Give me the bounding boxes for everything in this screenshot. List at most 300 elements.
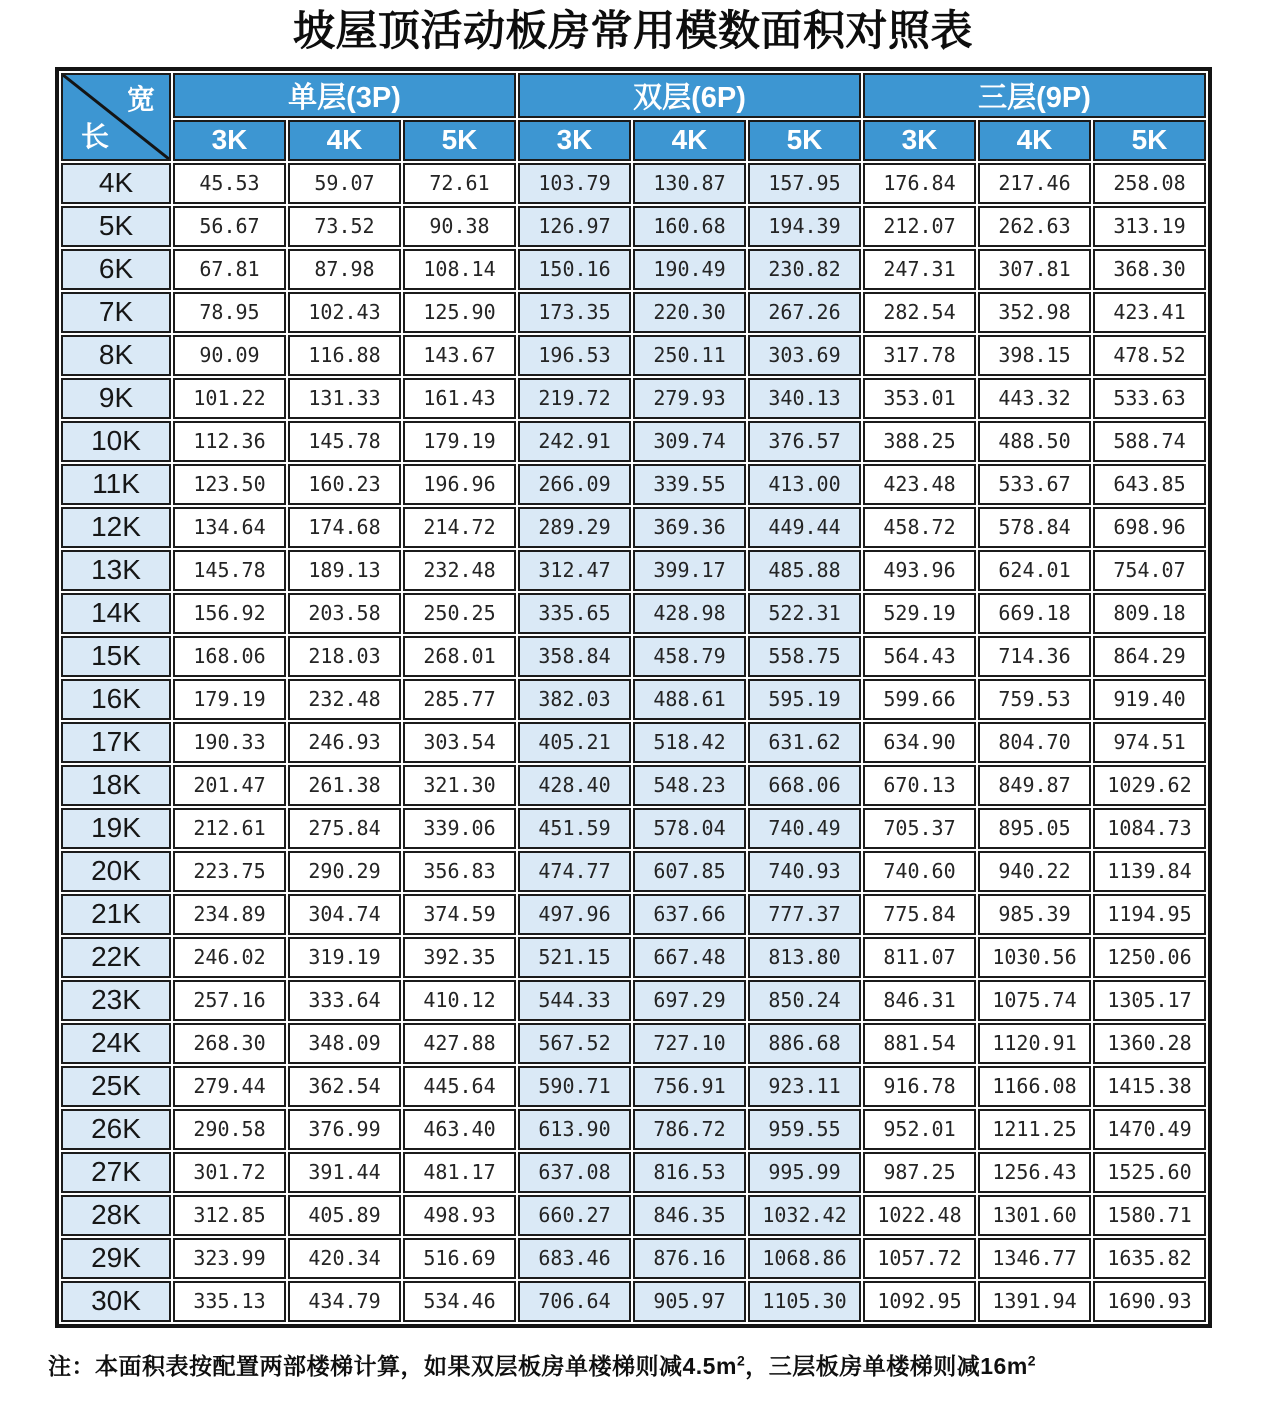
area-value-cell: 445.64 <box>403 1066 516 1107</box>
area-value-cell: 637.08 <box>518 1152 631 1193</box>
area-value-cell: 391.44 <box>288 1152 401 1193</box>
area-value-cell: 212.61 <box>173 808 286 849</box>
area-value-cell: 846.31 <box>863 980 976 1021</box>
area-value-cell: 683.46 <box>518 1238 631 1279</box>
area-value-cell: 201.47 <box>173 765 286 806</box>
area-value-cell: 247.31 <box>863 249 976 290</box>
area-value-cell: 756.91 <box>633 1066 746 1107</box>
footnote-sup-2: 2 <box>1027 1351 1037 1368</box>
corner-cell <box>61 73 171 161</box>
area-value-cell: 1022.48 <box>863 1195 976 1236</box>
area-value-cell: 493.96 <box>863 550 976 591</box>
area-value-cell: 72.61 <box>403 163 516 204</box>
area-value-cell: 173.35 <box>518 292 631 333</box>
group-header-row <box>61 73 1206 118</box>
area-value-cell: 45.53 <box>173 163 286 204</box>
row-length-label: 12K <box>61 507 171 548</box>
row-length-label: 16K <box>61 679 171 720</box>
area-value-cell: 558.75 <box>748 636 861 677</box>
area-value-cell: 1525.60 <box>1093 1152 1206 1193</box>
area-value-cell: 230.82 <box>748 249 861 290</box>
area-value-cell: 312.47 <box>518 550 631 591</box>
area-value-cell: 356.83 <box>403 851 516 892</box>
area-value-cell: 451.59 <box>518 808 631 849</box>
area-value-cell: 257.16 <box>173 980 286 1021</box>
area-value-cell: 290.58 <box>173 1109 286 1150</box>
area-value-cell: 667.48 <box>633 937 746 978</box>
area-value-cell: 705.37 <box>863 808 976 849</box>
row-length-label: 27K <box>61 1152 171 1193</box>
area-value-cell: 916.78 <box>863 1066 976 1107</box>
area-value-cell: 698.96 <box>1093 507 1206 548</box>
area-value-cell: 339.06 <box>403 808 516 849</box>
table-row <box>61 1152 1206 1193</box>
area-value-cell: 816.53 <box>633 1152 746 1193</box>
area-value-cell: 59.07 <box>288 163 401 204</box>
row-length-label: 15K <box>61 636 171 677</box>
area-value-cell: 268.30 <box>173 1023 286 1064</box>
area-value-cell: 388.25 <box>863 421 976 462</box>
area-value-cell: 987.25 <box>863 1152 976 1193</box>
area-value-cell: 544.33 <box>518 980 631 1021</box>
area-value-cell: 268.01 <box>403 636 516 677</box>
table-row <box>61 808 1206 849</box>
area-value-cell: 78.95 <box>173 292 286 333</box>
table-row <box>61 937 1206 978</box>
table-row <box>61 1109 1206 1150</box>
table-row <box>61 636 1206 677</box>
area-value-cell: 1211.25 <box>978 1109 1091 1150</box>
area-value-cell: 634.90 <box>863 722 976 763</box>
area-value-cell: 143.67 <box>403 335 516 376</box>
area-value-cell: 321.30 <box>403 765 516 806</box>
area-value-cell: 974.51 <box>1093 722 1206 763</box>
area-value-cell: 134.64 <box>173 507 286 548</box>
row-length-label: 14K <box>61 593 171 634</box>
col-header-5k: 5K <box>1093 120 1206 161</box>
table-row <box>61 292 1206 333</box>
area-value-cell: 474.77 <box>518 851 631 892</box>
col-header-3k: 3K <box>863 120 976 161</box>
area-value-cell: 405.21 <box>518 722 631 763</box>
area-value-cell: 309.74 <box>633 421 746 462</box>
area-value-cell: 1030.56 <box>978 937 1091 978</box>
area-value-cell: 458.72 <box>863 507 976 548</box>
table-row <box>61 378 1206 419</box>
area-value-cell: 1301.60 <box>978 1195 1091 1236</box>
area-value-cell: 670.13 <box>863 765 976 806</box>
area-value-cell: 567.52 <box>518 1023 631 1064</box>
table-row <box>61 1066 1206 1107</box>
row-length-label: 10K <box>61 421 171 462</box>
area-value-cell: 631.62 <box>748 722 861 763</box>
area-value-cell: 123.50 <box>173 464 286 505</box>
row-length-label: 17K <box>61 722 171 763</box>
area-value-cell: 697.29 <box>633 980 746 1021</box>
group-header-triple-storey: 三层(9P) <box>863 73 1206 118</box>
area-value-cell: 428.40 <box>518 765 631 806</box>
area-value-cell: 261.38 <box>288 765 401 806</box>
area-value-cell: 116.88 <box>288 335 401 376</box>
area-value-cell: 232.48 <box>288 679 401 720</box>
area-value-cell: 190.49 <box>633 249 746 290</box>
area-comparison-table <box>59 71 1208 1324</box>
area-value-cell: 90.09 <box>173 335 286 376</box>
area-value-cell: 258.08 <box>1093 163 1206 204</box>
row-length-label: 18K <box>61 765 171 806</box>
area-value-cell: 90.38 <box>403 206 516 247</box>
area-value-cell: 303.54 <box>403 722 516 763</box>
area-value-cell: 449.44 <box>748 507 861 548</box>
area-value-cell: 959.55 <box>748 1109 861 1150</box>
area-value-cell: 131.33 <box>288 378 401 419</box>
footnote-sup-1: 2 <box>736 1351 746 1368</box>
area-value-cell: 368.30 <box>1093 249 1206 290</box>
area-value-cell: 219.72 <box>518 378 631 419</box>
area-value-cell: 392.35 <box>403 937 516 978</box>
area-value-cell: 669.18 <box>978 593 1091 634</box>
area-value-cell: 1391.94 <box>978 1281 1091 1322</box>
area-value-cell: 516.69 <box>403 1238 516 1279</box>
area-value-cell: 290.29 <box>288 851 401 892</box>
area-value-cell: 1068.86 <box>748 1238 861 1279</box>
area-value-cell: 740.60 <box>863 851 976 892</box>
area-value-cell: 102.43 <box>288 292 401 333</box>
table-row <box>61 722 1206 763</box>
area-value-cell: 613.90 <box>518 1109 631 1150</box>
table-row <box>61 894 1206 935</box>
table-row <box>61 980 1206 1021</box>
table-row <box>61 851 1206 892</box>
row-length-label: 4K <box>61 163 171 204</box>
area-value-cell: 1635.82 <box>1093 1238 1206 1279</box>
area-value-cell: 1075.74 <box>978 980 1091 1021</box>
area-value-cell: 275.84 <box>288 808 401 849</box>
area-value-cell: 886.68 <box>748 1023 861 1064</box>
area-value-cell: 303.69 <box>748 335 861 376</box>
group-header-double-storey: 双层(6P) <box>518 73 861 118</box>
area-value-cell: 289.29 <box>518 507 631 548</box>
area-value-cell: 923.11 <box>748 1066 861 1107</box>
area-value-cell: 369.36 <box>633 507 746 548</box>
area-value-cell: 595.19 <box>748 679 861 720</box>
area-value-cell: 279.44 <box>173 1066 286 1107</box>
table-row <box>61 679 1206 720</box>
row-length-label: 28K <box>61 1195 171 1236</box>
area-value-cell: 339.55 <box>633 464 746 505</box>
area-value-cell: 777.37 <box>748 894 861 935</box>
area-value-cell: 160.23 <box>288 464 401 505</box>
area-value-cell: 196.53 <box>518 335 631 376</box>
area-value-cell: 323.99 <box>173 1238 286 1279</box>
area-table-frame <box>55 67 1212 1328</box>
area-value-cell: 56.67 <box>173 206 286 247</box>
area-value-cell: 1470.49 <box>1093 1109 1206 1150</box>
area-value-cell: 157.95 <box>748 163 861 204</box>
row-length-label: 8K <box>61 335 171 376</box>
area-value-cell: 458.79 <box>633 636 746 677</box>
table-row <box>61 1023 1206 1064</box>
area-value-cell: 203.58 <box>288 593 401 634</box>
area-value-cell: 353.01 <box>863 378 976 419</box>
area-value-cell: 423.48 <box>863 464 976 505</box>
row-length-label: 7K <box>61 292 171 333</box>
area-value-cell: 312.85 <box>173 1195 286 1236</box>
area-value-cell: 488.61 <box>633 679 746 720</box>
area-value-cell: 313.19 <box>1093 206 1206 247</box>
area-value-cell: 876.16 <box>633 1238 746 1279</box>
col-header-5k: 5K <box>403 120 516 161</box>
area-value-cell: 348.09 <box>288 1023 401 1064</box>
footnote <box>48 1348 1266 1381</box>
table-body <box>61 163 1206 1322</box>
row-length-label: 30K <box>61 1281 171 1322</box>
area-value-cell: 1346.77 <box>978 1238 1091 1279</box>
area-value-cell: 1120.91 <box>978 1023 1091 1064</box>
area-value-cell: 498.93 <box>403 1195 516 1236</box>
area-value-cell: 488.50 <box>978 421 1091 462</box>
k-header-row <box>61 120 1206 161</box>
area-value-cell: 125.90 <box>403 292 516 333</box>
area-value-cell: 73.52 <box>288 206 401 247</box>
area-value-cell: 214.72 <box>403 507 516 548</box>
area-value-cell: 1256.43 <box>978 1152 1091 1193</box>
area-value-cell: 1166.08 <box>978 1066 1091 1107</box>
area-value-cell: 533.63 <box>1093 378 1206 419</box>
area-value-cell: 529.19 <box>863 593 976 634</box>
row-length-label: 23K <box>61 980 171 1021</box>
area-value-cell: 533.67 <box>978 464 1091 505</box>
row-length-label: 9K <box>61 378 171 419</box>
area-value-cell: 1305.17 <box>1093 980 1206 1021</box>
area-value-cell: 156.92 <box>173 593 286 634</box>
area-value-cell: 279.93 <box>633 378 746 419</box>
area-value-cell: 518.42 <box>633 722 746 763</box>
area-value-cell: 895.05 <box>978 808 1091 849</box>
row-length-label: 21K <box>61 894 171 935</box>
area-value-cell: 410.12 <box>403 980 516 1021</box>
row-length-label: 6K <box>61 249 171 290</box>
row-length-label: 26K <box>61 1109 171 1150</box>
area-value-cell: 534.46 <box>403 1281 516 1322</box>
area-value-cell: 846.35 <box>633 1195 746 1236</box>
row-length-label: 29K <box>61 1238 171 1279</box>
page-title: 坡屋顶活动板房常用模数面积对照表 <box>292 7 973 54</box>
area-value-cell: 282.54 <box>863 292 976 333</box>
area-value-cell: 485.88 <box>748 550 861 591</box>
area-value-cell: 481.17 <box>403 1152 516 1193</box>
area-value-cell: 103.79 <box>518 163 631 204</box>
area-value-cell: 352.98 <box>978 292 1091 333</box>
area-value-cell: 809.18 <box>1093 593 1206 634</box>
area-value-cell: 212.07 <box>863 206 976 247</box>
area-value-cell: 1415.38 <box>1093 1066 1206 1107</box>
group-header-single-storey: 单层(3P) <box>173 73 516 118</box>
corner-length-label: 长 <box>81 120 110 152</box>
area-value-cell: 398.15 <box>978 335 1091 376</box>
area-value-cell: 1032.42 <box>748 1195 861 1236</box>
area-value-cell: 637.66 <box>633 894 746 935</box>
area-value-cell: 1139.84 <box>1093 851 1206 892</box>
area-value-cell: 643.85 <box>1093 464 1206 505</box>
area-value-cell: 1360.28 <box>1093 1023 1206 1064</box>
area-value-cell: 952.01 <box>863 1109 976 1150</box>
area-value-cell: 304.74 <box>288 894 401 935</box>
area-value-cell: 478.52 <box>1093 335 1206 376</box>
col-header-3k: 3K <box>173 120 286 161</box>
area-value-cell: 754.07 <box>1093 550 1206 591</box>
area-value-cell: 234.89 <box>173 894 286 935</box>
area-value-cell: 578.04 <box>633 808 746 849</box>
area-value-cell: 266.09 <box>518 464 631 505</box>
area-value-cell: 218.03 <box>288 636 401 677</box>
table-row <box>61 507 1206 548</box>
area-value-cell: 985.39 <box>978 894 1091 935</box>
row-length-label: 24K <box>61 1023 171 1064</box>
area-value-cell: 463.40 <box>403 1109 516 1150</box>
area-value-cell: 335.13 <box>173 1281 286 1322</box>
table-row <box>61 593 1206 634</box>
row-length-label: 19K <box>61 808 171 849</box>
area-value-cell: 1105.30 <box>748 1281 861 1322</box>
area-value-cell: 849.87 <box>978 765 1091 806</box>
table-row <box>61 1238 1206 1279</box>
corner-width-label: 宽 <box>126 83 155 115</box>
area-value-cell: 740.93 <box>748 851 861 892</box>
area-value-cell: 242.91 <box>518 421 631 462</box>
area-value-cell: 179.19 <box>403 421 516 462</box>
col-header-3k: 3K <box>518 120 631 161</box>
area-value-cell: 335.65 <box>518 593 631 634</box>
col-header-4k: 4K <box>978 120 1091 161</box>
area-value-cell: 706.64 <box>518 1281 631 1322</box>
area-value-cell: 319.19 <box>288 937 401 978</box>
area-value-cell: 995.99 <box>748 1152 861 1193</box>
area-value-cell: 267.26 <box>748 292 861 333</box>
area-value-cell: 607.85 <box>633 851 746 892</box>
area-value-cell: 362.54 <box>288 1066 401 1107</box>
area-value-cell: 161.43 <box>403 378 516 419</box>
area-value-cell: 301.72 <box>173 1152 286 1193</box>
area-value-cell: 108.14 <box>403 249 516 290</box>
area-value-cell: 376.57 <box>748 421 861 462</box>
area-value-cell: 374.59 <box>403 894 516 935</box>
area-value-cell: 881.54 <box>863 1023 976 1064</box>
row-length-label: 13K <box>61 550 171 591</box>
area-value-cell: 522.31 <box>748 593 861 634</box>
table-row <box>61 550 1206 591</box>
area-value-cell: 740.49 <box>748 808 861 849</box>
table-row <box>61 464 1206 505</box>
area-value-cell: 190.33 <box>173 722 286 763</box>
row-length-label: 25K <box>61 1066 171 1107</box>
area-value-cell: 660.27 <box>518 1195 631 1236</box>
table-row <box>61 765 1206 806</box>
area-value-cell: 405.89 <box>288 1195 401 1236</box>
area-value-cell: 101.22 <box>173 378 286 419</box>
area-value-cell: 126.97 <box>518 206 631 247</box>
area-value-cell: 1057.72 <box>863 1238 976 1279</box>
area-value-cell: 727.10 <box>633 1023 746 1064</box>
area-value-cell: 811.07 <box>863 937 976 978</box>
col-header-5k: 5K <box>748 120 861 161</box>
table-row <box>61 163 1206 204</box>
area-value-cell: 246.02 <box>173 937 286 978</box>
area-value-cell: 160.68 <box>633 206 746 247</box>
area-value-cell: 588.74 <box>1093 421 1206 462</box>
area-value-cell: 376.99 <box>288 1109 401 1150</box>
table-row <box>61 335 1206 376</box>
area-value-cell: 443.32 <box>978 378 1091 419</box>
area-value-cell: 220.30 <box>633 292 746 333</box>
area-value-cell: 285.77 <box>403 679 516 720</box>
area-value-cell: 919.40 <box>1093 679 1206 720</box>
area-value-cell: 850.24 <box>748 980 861 1021</box>
area-value-cell: 1084.73 <box>1093 808 1206 849</box>
area-value-cell: 150.16 <box>518 249 631 290</box>
area-value-cell: 340.13 <box>748 378 861 419</box>
table-row <box>61 1195 1206 1236</box>
area-value-cell: 521.15 <box>518 937 631 978</box>
area-value-cell: 864.29 <box>1093 636 1206 677</box>
area-value-cell: 67.81 <box>173 249 286 290</box>
row-length-label: 5K <box>61 206 171 247</box>
area-value-cell: 940.22 <box>978 851 1091 892</box>
area-value-cell: 87.98 <box>288 249 401 290</box>
area-value-cell: 250.11 <box>633 335 746 376</box>
area-value-cell: 578.84 <box>978 507 1091 548</box>
table-row <box>61 421 1206 462</box>
area-value-cell: 176.84 <box>863 163 976 204</box>
table-row <box>61 249 1206 290</box>
area-value-cell: 590.71 <box>518 1066 631 1107</box>
col-header-4k: 4K <box>288 120 401 161</box>
area-value-cell: 428.98 <box>633 593 746 634</box>
area-value-cell: 246.93 <box>288 722 401 763</box>
area-value-cell: 599.66 <box>863 679 976 720</box>
area-value-cell: 232.48 <box>403 550 516 591</box>
area-value-cell: 194.39 <box>748 206 861 247</box>
area-value-cell: 250.25 <box>403 593 516 634</box>
area-value-cell: 434.79 <box>288 1281 401 1322</box>
area-value-cell: 333.64 <box>288 980 401 1021</box>
row-length-label: 11K <box>61 464 171 505</box>
area-value-cell: 624.01 <box>978 550 1091 591</box>
area-value-cell: 112.36 <box>173 421 286 462</box>
area-value-cell: 413.00 <box>748 464 861 505</box>
area-value-cell: 317.78 <box>863 335 976 376</box>
area-value-cell: 786.72 <box>633 1109 746 1150</box>
area-value-cell: 174.68 <box>288 507 401 548</box>
area-value-cell: 196.96 <box>403 464 516 505</box>
area-value-cell: 262.63 <box>978 206 1091 247</box>
area-value-cell: 1580.71 <box>1093 1195 1206 1236</box>
area-value-cell: 1092.95 <box>863 1281 976 1322</box>
area-value-cell: 804.70 <box>978 722 1091 763</box>
area-value-cell: 1250.06 <box>1093 937 1206 978</box>
area-value-cell: 714.36 <box>978 636 1091 677</box>
area-value-cell: 399.17 <box>633 550 746 591</box>
table-row <box>61 1281 1206 1322</box>
area-value-cell: 358.84 <box>518 636 631 677</box>
footnote-text-prefix: 注：本面积表按配置两部楼梯计算，如果双层板房单楼梯则减4.5m <box>48 1352 737 1379</box>
area-value-cell: 775.84 <box>863 894 976 935</box>
area-value-cell: 1690.93 <box>1093 1281 1206 1322</box>
area-value-cell: 168.06 <box>173 636 286 677</box>
area-value-cell: 189.13 <box>288 550 401 591</box>
row-length-label: 22K <box>61 937 171 978</box>
area-value-cell: 1029.62 <box>1093 765 1206 806</box>
